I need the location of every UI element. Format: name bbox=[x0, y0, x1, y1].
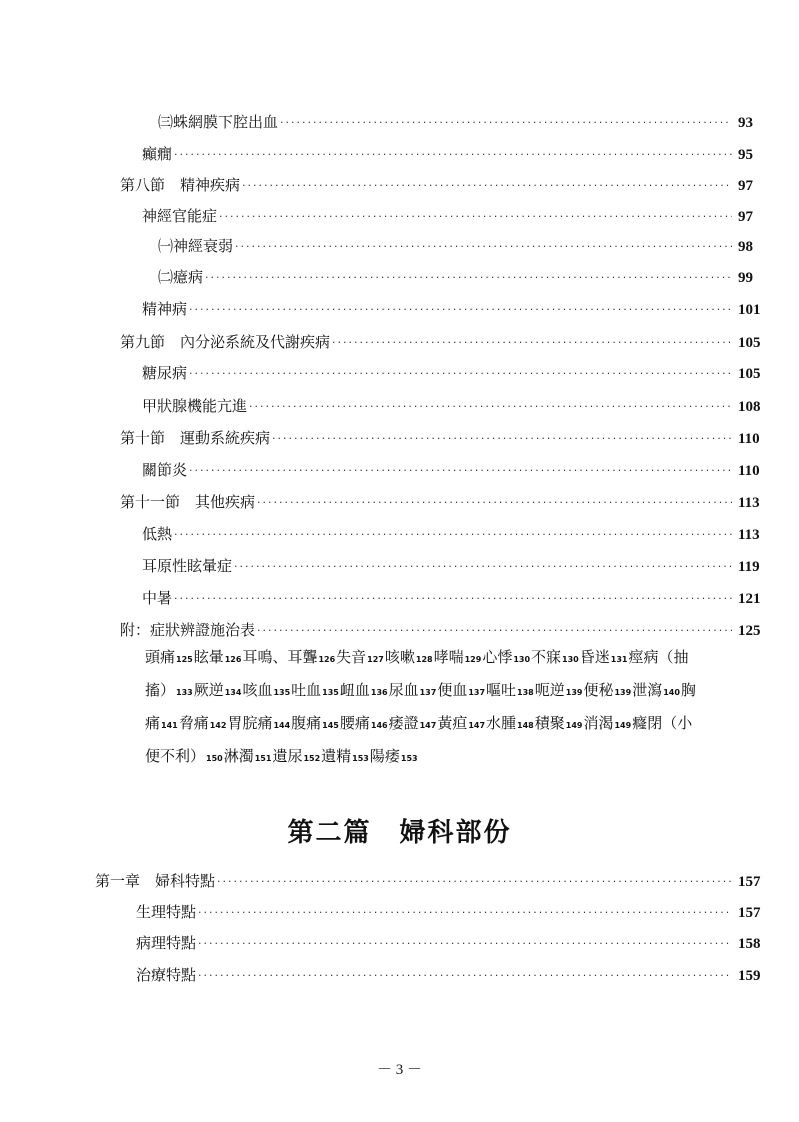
dot-leader bbox=[174, 148, 732, 161]
symptom-name: 不寐 bbox=[531, 648, 562, 666]
symptom-name: 淋濁 bbox=[223, 747, 254, 765]
symptom-name: 尿血 bbox=[388, 681, 419, 699]
symptom-name: 黃疸 bbox=[437, 714, 468, 732]
toc-entry[interactable] bbox=[0, 961, 778, 985]
symptom-name: 頭痛 bbox=[145, 648, 176, 666]
symptom-page: 135 bbox=[322, 688, 339, 697]
symptom-name: 心悸 bbox=[482, 648, 513, 666]
symptom-name: 腰痛 bbox=[339, 714, 370, 732]
symptom-name: 陽痿 bbox=[369, 747, 400, 765]
toc-entry-page: 159 bbox=[738, 968, 761, 984]
dot-leader bbox=[280, 116, 732, 129]
dot-leader bbox=[189, 464, 732, 477]
toc-entry[interactable] bbox=[0, 488, 778, 512]
symptom-name: 痿證 bbox=[388, 714, 419, 732]
toc-entry[interactable] bbox=[0, 263, 778, 287]
symptom-page: 152 bbox=[303, 754, 321, 763]
symptom-page: 142 bbox=[209, 721, 227, 730]
symptom-name: 衄血 bbox=[339, 681, 370, 699]
toc-entry-label: 第九節 內分泌系統及代謝疾病 bbox=[120, 333, 331, 351]
toc-entry-label: 甲狀腺機能亢進 bbox=[142, 397, 248, 415]
toc-entry-page: 95 bbox=[738, 147, 753, 163]
symptom-name: 脅痛 bbox=[178, 714, 209, 732]
symptom-name: 嘔吐 bbox=[486, 681, 517, 699]
symptom-page: 135 bbox=[273, 688, 291, 697]
toc-entry-page: 110 bbox=[738, 463, 760, 479]
dot-leader bbox=[174, 528, 732, 541]
toc-entry-label: ㈢蛛網膜下腔出血 bbox=[158, 113, 279, 131]
symptom-page: 153 bbox=[400, 754, 418, 763]
symptom-page: 141 bbox=[161, 721, 178, 730]
symptom-name: 消渴 bbox=[583, 714, 614, 732]
symptom-page: 150 bbox=[206, 754, 223, 763]
symptom-name: 眩暈 bbox=[193, 648, 224, 666]
toc-entry-label: 附：症狀辨證施治表 bbox=[120, 621, 256, 639]
toc-entry[interactable] bbox=[0, 424, 778, 448]
symptom-page: 149 bbox=[614, 721, 632, 730]
toc-entry-page: 101 bbox=[738, 302, 761, 318]
dot-leader bbox=[198, 937, 732, 950]
toc-entry-label: 糖尿病 bbox=[142, 364, 188, 382]
page-number: － 3 － bbox=[376, 1062, 422, 1078]
toc-entry-page: 105 bbox=[738, 366, 761, 382]
symptom-name: 便血 bbox=[437, 681, 468, 699]
toc-entry[interactable] bbox=[0, 392, 778, 416]
toc-entry-page: 99 bbox=[738, 270, 753, 286]
toc-entry[interactable] bbox=[0, 898, 778, 922]
part-title: 第二篇 婦科部份 bbox=[287, 818, 512, 848]
dot-leader bbox=[217, 875, 732, 888]
toc-entry[interactable] bbox=[0, 359, 778, 383]
symptom-name: 痙病（抽搐） bbox=[145, 648, 689, 699]
symptom-name: 水腫 bbox=[486, 714, 517, 732]
dot-leader bbox=[332, 336, 732, 349]
toc-entry-label: 治療特點 bbox=[136, 966, 197, 984]
symptom-page: 148 bbox=[517, 721, 534, 730]
toc-entry-label: 耳原性眩暈症 bbox=[142, 557, 233, 575]
toc-entry[interactable] bbox=[0, 520, 778, 544]
symptom-page: 139 bbox=[565, 688, 583, 697]
symptom-name: 耳鳴、耳聾 bbox=[242, 648, 318, 666]
dot-leader bbox=[249, 400, 732, 413]
toc-entry-page: 113 bbox=[738, 495, 760, 511]
dot-leader bbox=[242, 179, 732, 192]
symptom-page: 127 bbox=[367, 655, 384, 664]
toc-entry-label: ㈠神經衰弱 bbox=[158, 237, 234, 255]
toc-entry[interactable] bbox=[0, 328, 778, 352]
toc-entry-page: 105 bbox=[738, 335, 761, 351]
symptom-page: 144 bbox=[273, 721, 291, 730]
toc-entry-page: 93 bbox=[738, 115, 753, 131]
toc-entry-page: 97 bbox=[738, 178, 753, 194]
toc-entry-page: 157 bbox=[738, 874, 761, 890]
symptom-page: 137 bbox=[419, 688, 437, 697]
toc-entry[interactable] bbox=[0, 456, 778, 480]
toc-entry[interactable] bbox=[0, 929, 778, 953]
toc-entry-label: 第十一節 其他疾病 bbox=[120, 493, 256, 511]
symptom-page: 130 bbox=[513, 655, 531, 664]
symptom-name: 遺尿 bbox=[272, 747, 303, 765]
symptom-page: 136 bbox=[370, 688, 388, 697]
symptom-name: 哮喘 bbox=[433, 648, 464, 666]
symptom-name: 泄瀉 bbox=[632, 681, 663, 699]
symptom-name: 昏迷 bbox=[579, 648, 610, 666]
dot-leader bbox=[235, 240, 732, 253]
symptom-name: 胃脘痛 bbox=[227, 714, 273, 732]
symptom-name: 厥逆 bbox=[193, 681, 224, 699]
symptom-page: 147 bbox=[419, 721, 437, 730]
toc-entry[interactable] bbox=[0, 108, 778, 132]
symptom-page: 126 bbox=[224, 655, 242, 664]
toc-entry-label: 癲癇 bbox=[142, 145, 173, 163]
dot-leader bbox=[234, 560, 732, 573]
toc-entry-label: 第一章 婦科特點 bbox=[95, 872, 216, 890]
symptom-name: 咳血 bbox=[242, 681, 273, 699]
toc-entry-label: 精神病 bbox=[142, 300, 188, 318]
dot-leader bbox=[198, 969, 732, 982]
toc-entry-page: 98 bbox=[738, 239, 753, 255]
symptom-page: 134 bbox=[224, 688, 242, 697]
symptom-page: 131 bbox=[610, 655, 628, 664]
symptom-page: 125 bbox=[176, 655, 193, 664]
symptom-page: 137 bbox=[468, 688, 486, 697]
toc-entry-label: 第八節 精神疾病 bbox=[120, 176, 241, 194]
toc-entry-label: 關節炎 bbox=[142, 461, 188, 479]
symptom-page: 149 bbox=[565, 721, 583, 730]
toc-entry[interactable] bbox=[0, 552, 778, 576]
toc-entry[interactable] bbox=[0, 584, 778, 608]
symptom-page: 129 bbox=[464, 655, 482, 664]
dot-leader bbox=[189, 367, 732, 380]
dot-leader bbox=[174, 592, 732, 605]
toc-entry-label: 低熱 bbox=[142, 525, 173, 543]
symptom-page: 145 bbox=[322, 721, 339, 730]
symptom-name: 便秘 bbox=[583, 681, 614, 699]
dot-leader bbox=[189, 303, 732, 316]
toc-entry-page: 110 bbox=[738, 431, 760, 447]
toc-entry[interactable] bbox=[0, 232, 778, 256]
dot-leader bbox=[257, 624, 732, 637]
toc-entry-page: 125 bbox=[738, 623, 761, 639]
symptom-page: 130 bbox=[562, 655, 579, 664]
symptom-name: 胸痛 bbox=[145, 681, 696, 732]
toc-entry-label: 生理特點 bbox=[136, 903, 197, 921]
toc-entry[interactable] bbox=[0, 867, 778, 891]
toc-entry-page: 97 bbox=[738, 209, 753, 225]
dot-leader bbox=[219, 210, 732, 223]
symptom-name: 腹痛 bbox=[291, 714, 322, 732]
symptom-page: 133 bbox=[176, 688, 193, 697]
symptom-name: 呃逆 bbox=[534, 681, 565, 699]
toc-entry-page: 108 bbox=[738, 399, 761, 415]
symptom-page: 126 bbox=[318, 655, 336, 664]
toc-entry-page: 157 bbox=[738, 905, 761, 921]
symptom-page: 128 bbox=[415, 655, 433, 664]
symptom-page: 146 bbox=[370, 721, 388, 730]
symptom-name: 癃閉（小便不利） bbox=[145, 714, 693, 765]
symptom-page: 153 bbox=[352, 754, 369, 763]
toc-entry-label: 病理特點 bbox=[136, 934, 197, 952]
toc-entry-page: 119 bbox=[738, 559, 760, 575]
symptom-page: 139 bbox=[614, 688, 632, 697]
toc-entry[interactable] bbox=[0, 616, 778, 640]
symptom-name: 積聚 bbox=[534, 714, 565, 732]
toc-entry[interactable] bbox=[0, 202, 778, 226]
symptom-name: 遺精 bbox=[321, 747, 352, 765]
dot-leader bbox=[198, 906, 732, 919]
dot-leader bbox=[205, 271, 732, 284]
symptom-page: 140 bbox=[663, 688, 680, 697]
toc-entry-label: 神經官能症 bbox=[142, 207, 218, 225]
dot-leader bbox=[272, 432, 732, 445]
toc-entry[interactable] bbox=[0, 140, 778, 164]
toc-entry[interactable] bbox=[0, 171, 778, 195]
dot-leader bbox=[257, 496, 732, 509]
toc-entry-page: 158 bbox=[738, 936, 761, 952]
toc-entry-page: 121 bbox=[738, 591, 761, 607]
symptom-index bbox=[145, 642, 705, 774]
symptom-page: 151 bbox=[254, 754, 272, 763]
toc-entry-page: 113 bbox=[738, 527, 760, 543]
toc-entry[interactable] bbox=[0, 295, 778, 319]
toc-entry-label: ㈡癔病 bbox=[158, 268, 204, 286]
symptom-page: 138 bbox=[517, 688, 534, 697]
symptom-name: 吐血 bbox=[291, 681, 322, 699]
toc-entry-label: 中暑 bbox=[142, 589, 173, 607]
symptom-name: 咳嗽 bbox=[384, 648, 415, 666]
symptom-page: 147 bbox=[468, 721, 486, 730]
toc-entry-label: 第十節 運動系統疾病 bbox=[120, 429, 271, 447]
symptom-name: 失音 bbox=[336, 648, 367, 666]
